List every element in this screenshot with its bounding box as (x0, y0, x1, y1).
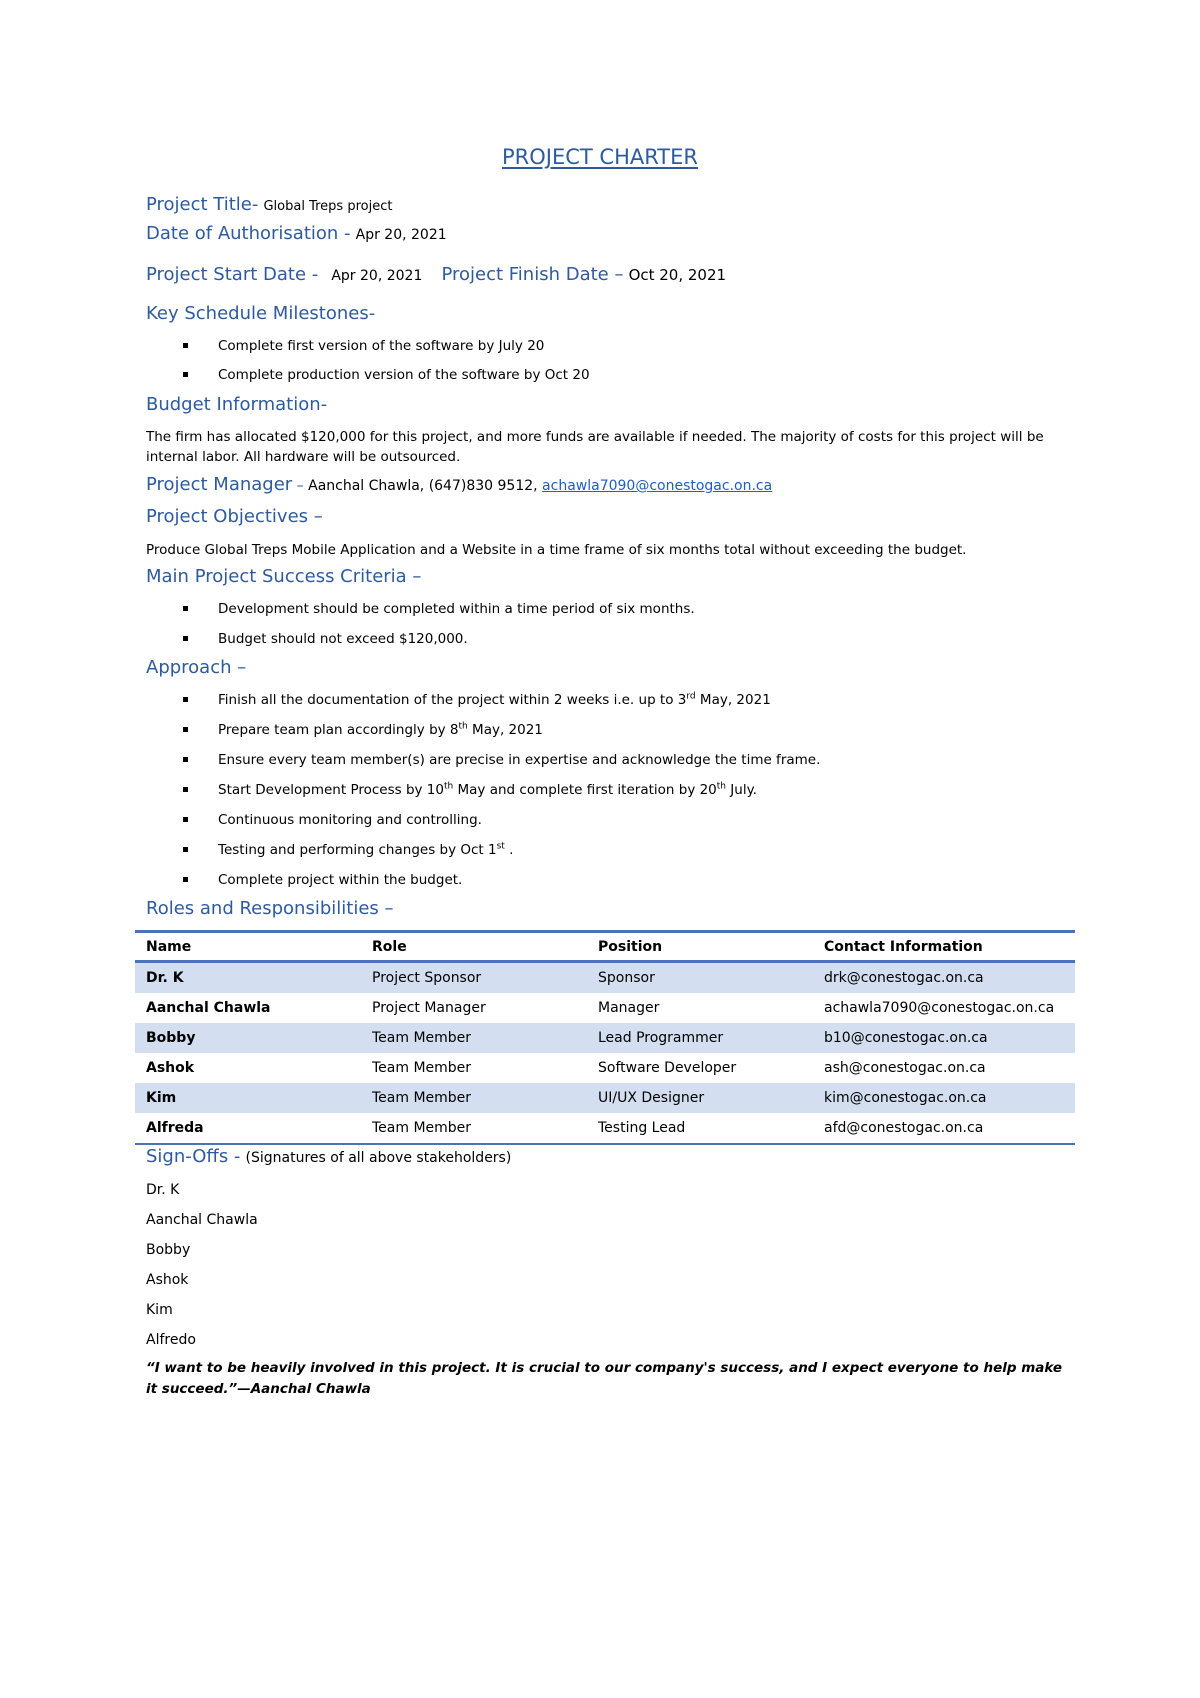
manager-label: Project Manager (146, 474, 293, 495)
date-auth-line (146, 223, 447, 244)
table-cell: Team Member (372, 1120, 472, 1136)
list-item: Ensure every team member(s) are precise in expertise and acknowledge the time frame. (183, 752, 820, 768)
table-cell: Project Sponsor (361, 962, 587, 994)
table-row (135, 1113, 1075, 1144)
table-row (135, 993, 1075, 1023)
table-cell: Alfreda (146, 1120, 204, 1136)
table-row (135, 1083, 1075, 1113)
table-row (135, 1053, 1075, 1083)
table-cell: Team Member (361, 1023, 587, 1053)
column-header: Name (135, 932, 361, 962)
list-item: Complete production version of the software by Oct 20 (183, 367, 590, 383)
table-cell: drk@conestogac.on.ca (813, 962, 1075, 994)
manager-email-link[interactable]: achawla7090@conestogac.on.ca (542, 478, 773, 494)
column-header: Position (587, 932, 813, 962)
signoff-name: Aanchal Chawla (146, 1212, 258, 1228)
project-title-line (146, 194, 392, 215)
table-cell: Project Manager (372, 1000, 486, 1016)
list-item: Complete first version of the software by July 20 (183, 338, 544, 354)
table-cell: Sponsor (587, 962, 813, 994)
table-cell: ash@conestogac.on.ca (824, 1060, 986, 1076)
approach-heading: Approach – (146, 657, 247, 678)
table-cell: UI/UX Designer (587, 1083, 813, 1113)
table-cell: Dr. K (135, 962, 361, 994)
budget-text: The firm has allocated $120,000 for this project, and more funds are available if needed. The majority of costs for this project will be internal labor. All hardware will be outsourced. (146, 429, 1044, 465)
column-header: Contact Information (813, 932, 1075, 962)
signoff-name: Bobby (146, 1242, 191, 1258)
table-cell: kim@conestogac.on.ca (813, 1083, 1075, 1113)
date-auth-label: Date of Authorisation - (146, 223, 351, 244)
objectives-heading: Project Objectives – (146, 506, 323, 527)
manager-quote: “I want to be heavily involved in this project. It is crucial to our company's success, and I expect everyone to help make it succeed.”—Aanchal Chawla (146, 1360, 1063, 1397)
list-item: Development should be completed within a time period of six months. (183, 601, 695, 617)
project-title-value: Global Treps project (263, 199, 393, 214)
table-cell: Ashok (146, 1060, 195, 1076)
budget-heading: Budget Information- (146, 394, 328, 415)
start-date-value: Apr 20, 2021 (331, 268, 423, 284)
dates-line (146, 264, 726, 285)
start-date-label: Project Start Date - (146, 264, 319, 285)
signoffs-label: Sign-Offs - (146, 1146, 241, 1167)
list-item: Continuous monitoring and controlling. (183, 812, 482, 828)
page-title: PROJECT CHARTER (502, 145, 698, 169)
list-item: Finish all the documentation of the project within 2 weeks i.e. up to 3rd May, 2021 (183, 692, 771, 708)
finish-date-value: Oct 20, 2021 (628, 266, 727, 284)
signoff-name: Alfredo (146, 1332, 196, 1348)
table-cell: Lead Programmer (587, 1023, 813, 1053)
table-cell: Testing Lead (598, 1120, 686, 1136)
table-cell: Team Member (361, 1083, 587, 1113)
table-cell: Bobby (135, 1023, 361, 1053)
table-cell: Aanchal Chawla (146, 1000, 271, 1016)
list-item: Complete project within the budget. (183, 872, 462, 888)
objectives-text: Produce Global Treps Mobile Application and a Website in a time frame of six months total without exceeding the budget. (146, 542, 967, 558)
project-title-label: Project Title- (146, 194, 259, 215)
table-cell: Kim (135, 1083, 361, 1113)
table-header-row (135, 932, 1075, 962)
list-item: Budget should not exceed $120,000. (183, 631, 468, 647)
manager-value: Aanchal Chawla, (647)830 9512, (308, 478, 543, 494)
success-heading: Main Project Success Criteria – (146, 566, 422, 587)
table-row (135, 962, 1075, 994)
table-cell: Manager (598, 1000, 660, 1016)
table-row (135, 1023, 1075, 1053)
list-item: Start Development Process by 10th May and complete first iteration by 20th July. (183, 782, 757, 798)
finish-date-label: Project Finish Date – (441, 264, 624, 285)
table-cell: Team Member (372, 1060, 472, 1076)
table-cell: Software Developer (598, 1060, 737, 1076)
roles-table (135, 930, 1075, 1145)
manager-line: Project Manager – Aanchal Chawla, (647)830 9512, achawla7090@conestogac.on.ca (146, 474, 773, 495)
column-header: Role (361, 932, 587, 962)
table-cell: afd@conestogac.on.ca (824, 1120, 984, 1136)
signoff-name: Kim (146, 1302, 173, 1318)
signoffs-line (146, 1146, 511, 1167)
milestones-heading: Key Schedule Milestones- (146, 303, 376, 324)
table-cell: achawla7090@conestogac.on.ca (824, 1000, 1055, 1016)
signoff-name: Ashok (146, 1272, 189, 1288)
roles-heading: Roles and Responsibilities – (146, 898, 394, 919)
list-item: Testing and performing changes by Oct 1st . (183, 842, 513, 858)
signoffs-note: (Signatures of all above stakeholders) (245, 1150, 512, 1166)
date-auth-value: Apr 20, 2021 (355, 227, 447, 243)
signoff-name: Dr. K (146, 1182, 180, 1198)
list-item: Prepare team plan accordingly by 8th May, 2021 (183, 722, 543, 738)
table-cell: b10@conestogac.on.ca (813, 1023, 1075, 1053)
